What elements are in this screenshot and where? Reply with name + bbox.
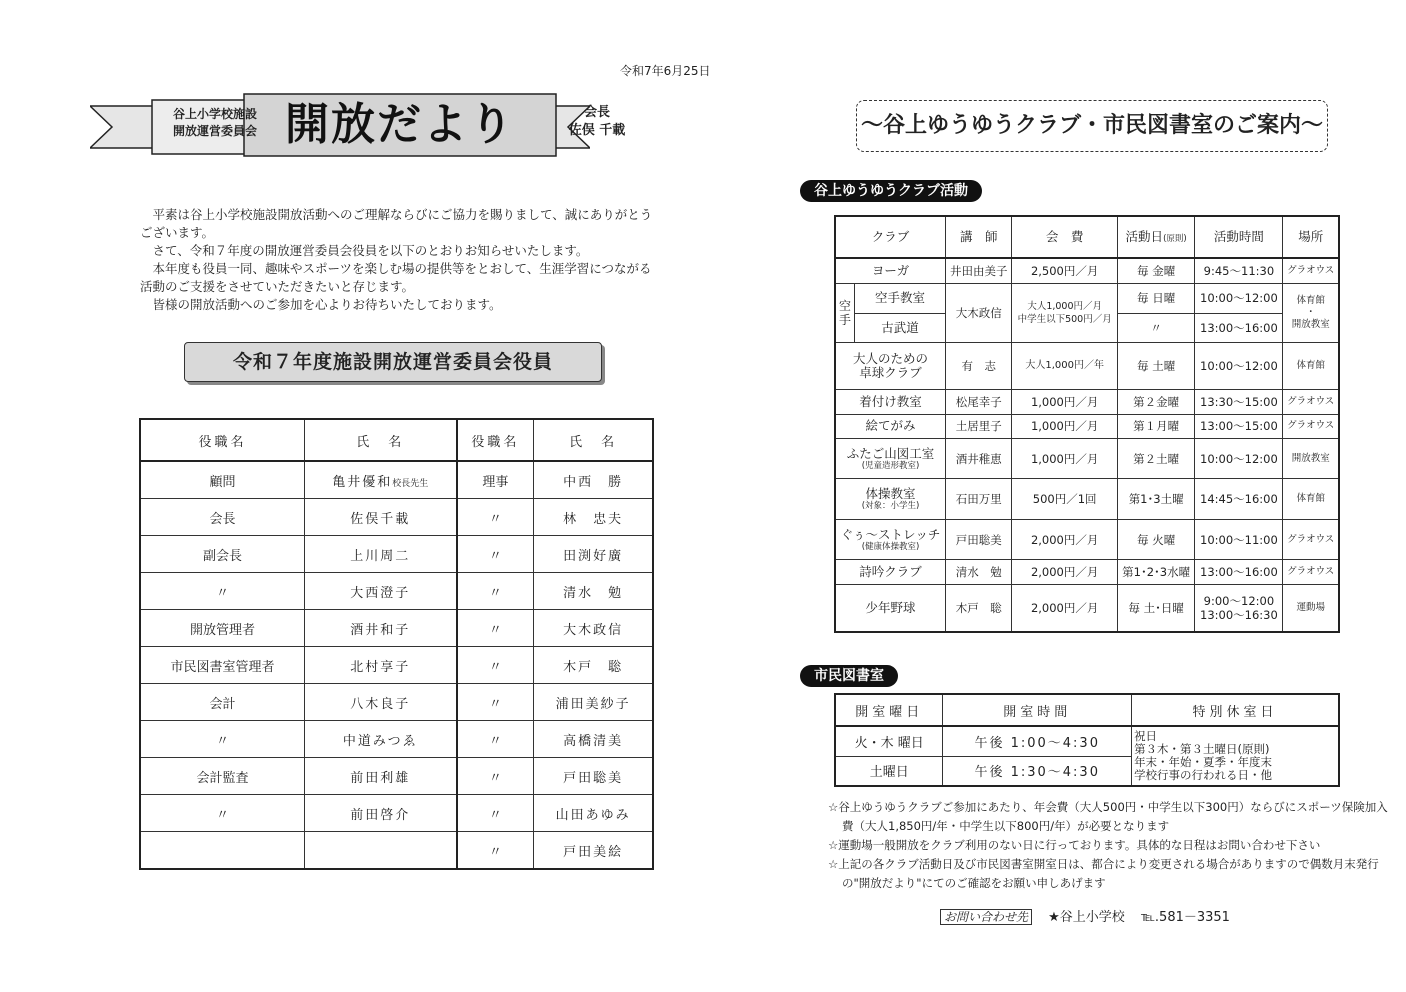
table-row xyxy=(140,499,653,536)
officer-role: 〃 xyxy=(457,647,534,684)
issue-date: 令和7年6月25日 xyxy=(620,64,711,78)
officer-role: 〃 xyxy=(457,573,534,610)
officer-role: 〃 xyxy=(140,573,304,610)
table-row xyxy=(140,758,653,795)
table-row: 火・木 曜日 午後 1:00～4:30 祝日 第３木・第３土曜日(原則) 年末・年始・夏季・年度末 学校行事の行われる日・他 xyxy=(835,726,1339,756)
table-row xyxy=(140,610,653,647)
officer-name: 大木政信 xyxy=(534,610,653,647)
column-header: 役職名 xyxy=(457,419,534,461)
karate-group-label: 空手 xyxy=(835,283,855,343)
column-header: 開室時間 xyxy=(943,694,1132,726)
officer-name: 中西 勝 xyxy=(534,461,653,499)
officer-role: 〃 xyxy=(457,536,534,573)
intro-text xyxy=(140,206,660,314)
library-hours-table xyxy=(834,693,1340,787)
officers-heading: 令和７年度施設開放運営委員会役員 xyxy=(184,342,602,382)
officers-table-body xyxy=(140,461,653,869)
officer-role: 〃 xyxy=(457,499,534,536)
column-header: 氏 名 xyxy=(304,419,456,461)
officer-role: 〃 xyxy=(457,610,534,647)
intro-paragraph: 平素は谷上小学校施設開放活動へのご理解ならびにご協力を賜りまして、誠にありがとうございます。 xyxy=(140,207,653,240)
table-row xyxy=(140,573,653,610)
note-item: ☆上記の各クラブ活動日及び市民図書室開室日は、都合により変更される場合がありますので偶数月末発行の"開放だより"にてのご確認をお願い申しあげます xyxy=(828,857,1379,890)
officer-role: 顧問 xyxy=(140,461,304,499)
table-row xyxy=(140,461,653,499)
officer-name xyxy=(304,832,456,870)
officer-role: 会計 xyxy=(140,684,304,721)
note-item: ☆谷上ゆうゆうクラブご参加にあたり、年会費（大人500円・中学生以下300円）ならびにスポーツ保険加入費（大人1,850円/年・中学生以下800円/年）が必要となります xyxy=(828,800,1388,833)
table-row: 体操教室 (対象：小学生) 石田万里 500円／1回 第1･3土曜 14:45～16:00 体育館 xyxy=(835,479,1339,519)
officer-role: 〃 xyxy=(457,721,534,758)
officer-name: 浦田美紗子 xyxy=(534,684,653,721)
officer-role: 理事 xyxy=(457,461,534,499)
column-header: 役職名 xyxy=(140,419,304,461)
officer-name: 木戸 聡 xyxy=(534,647,653,684)
phone-number: ℡.581－3351 xyxy=(1140,910,1230,925)
officer-name: 佐俣千載 xyxy=(304,499,456,536)
table-row: 空手 空手教室 大木政信 大人1,000円／月 中学生以下500円／月 毎 日曜 10:00～12:00 体育館 ・ 開放教室 xyxy=(835,283,1339,313)
officer-name: 前田利雄 xyxy=(304,758,456,795)
column-header: 活動日(原則) xyxy=(1117,216,1195,258)
officer-name: 大西澄子 xyxy=(304,573,456,610)
officer-role: 会長 xyxy=(140,499,304,536)
contact-info xyxy=(940,906,1230,925)
intro-paragraph: 皆様の開放活動へのご参加を心よりお待ちいたしております。 xyxy=(152,297,502,312)
table-row: 詩吟クラブ 清水 勉 2,000円／月 第1･2･3水曜 13:00～16:00 グラオウス xyxy=(835,560,1339,584)
officer-name: 酒井和子 xyxy=(304,610,456,647)
officer-role: 〃 xyxy=(140,795,304,832)
officer-role: 会計監査 xyxy=(140,758,304,795)
school-name: ★谷上小学校 xyxy=(1048,910,1125,925)
organizer-name: 谷上小学校施設 開放運営委員会 xyxy=(172,107,257,138)
officer-name: 戸田聡美 xyxy=(534,758,653,795)
club-section-label: 谷上ゆうゆうクラブ活動 xyxy=(800,180,982,202)
officer-name: 戸田美絵 xyxy=(534,832,653,870)
officer-role: 〃 xyxy=(457,684,534,721)
newsletter-banner xyxy=(90,92,626,162)
table-header-row xyxy=(140,419,653,461)
officer-role: 開放管理者 xyxy=(140,610,304,647)
special-closure-days: 祝日 第３木・第３土曜日(原則) 年末・年始・夏季・年度末 学校行事の行われる日・他 xyxy=(1132,726,1339,786)
officer-name: 上川周二 xyxy=(304,536,456,573)
note-item: ☆運動場一般開放をクラブ利用のない日に行っております。具体的な日程はお問い合わせ下さい xyxy=(828,838,1321,852)
table-header-row xyxy=(835,694,1339,726)
column-header: クラブ xyxy=(835,216,946,258)
column-header: 会 費 xyxy=(1012,216,1117,258)
officer-name: 北村享子 xyxy=(304,647,456,684)
officer-role: 〃 xyxy=(140,721,304,758)
officer-role: 〃 xyxy=(457,832,534,870)
table-row: 大人のための 卓球クラブ 有 志 大人1,000円／年 毎 土曜 10:00～12:00 体育館 xyxy=(835,343,1339,390)
table-row xyxy=(140,721,653,758)
column-header: 開室曜日 xyxy=(835,694,943,726)
table-row xyxy=(140,536,653,573)
table-row xyxy=(140,832,653,870)
table-row xyxy=(140,684,653,721)
guide-title: ～谷上ゆうゆうクラブ・市民図書室のご案内～ xyxy=(856,100,1328,152)
column-header: 活動時間 xyxy=(1195,216,1283,258)
intro-paragraph: 本年度も役員一同、趣味やスポーツを楽しむ場の提供等をとおして、生涯学習につながる活動のご支援をさせていただきたいと存じます。 xyxy=(140,261,652,294)
club-activities-table xyxy=(834,215,1340,633)
table-row xyxy=(140,795,653,832)
newsletter-title: 開放だより xyxy=(285,99,515,150)
table-row xyxy=(140,647,653,684)
column-header: 講 師 xyxy=(946,216,1012,258)
column-header: 特別休室日 xyxy=(1132,694,1339,726)
chairperson-name: 会長 佐俣 千載 xyxy=(568,105,626,138)
table-row: ふたご山図工室 (児童造形教室) 酒井稚恵 1,000円／月 第２土曜 10:00～12:00 開放教室 xyxy=(835,438,1339,478)
officer-name: 八木良子 xyxy=(304,684,456,721)
column-header: 氏 名 xyxy=(534,419,653,461)
officer-name: 山田あゆみ xyxy=(534,795,653,832)
contact-label: お問い合わせ先 xyxy=(940,909,1032,925)
officers-table xyxy=(139,418,654,870)
table-row: ぐぅ～ストレッチ (健康体操教室) 戸田聡美 2,000円／月 毎 火曜 10:00～11:00 グラオウス xyxy=(835,519,1339,559)
officer-role: 副会長 xyxy=(140,536,304,573)
officer-role: 〃 xyxy=(457,758,534,795)
table-header-row xyxy=(835,216,1339,258)
table-row: 着付け教室 松尾幸子 1,000円／月 第２金曜 13:30～15:00 グラオウス xyxy=(835,390,1339,414)
officer-name: 前田啓介 xyxy=(304,795,456,832)
table-row: 土曜日 午後 1:30～4:30 xyxy=(835,756,1339,786)
officer-name: 中道みつゑ xyxy=(304,721,456,758)
officer-name: 亀井優和校長先生 xyxy=(304,461,456,499)
notes-list xyxy=(828,798,1388,893)
intro-paragraph: さて、令和７年度の開放運営委員会役員を以下のとおりお知らせいたします。 xyxy=(152,243,589,258)
officer-name: 田渕好廣 xyxy=(534,536,653,573)
officer-role xyxy=(140,832,304,870)
table-row: ヨーガ 井田由美子 2,500円／月 毎 金曜 9:45～11:30 グラオウス xyxy=(835,258,1339,283)
table-row: 絵てがみ 土居里子 1,000円／月 第１月曜 13:00～15:00 グラオウス xyxy=(835,414,1339,438)
table-row: 少年野球 木戸 聡 2,000円／月 毎 土･日曜 9:00～12:00 13:00～16:30 運動場 xyxy=(835,584,1339,632)
officer-name: 高橋清美 xyxy=(534,721,653,758)
officer-role: 市民図書室管理者 xyxy=(140,647,304,684)
table-row: 古武道 〃 13:00～16:00 xyxy=(835,313,1339,343)
library-section-label: 市民図書室 xyxy=(800,665,898,687)
officer-role: 〃 xyxy=(457,795,534,832)
officer-name: 林 忠夫 xyxy=(534,499,653,536)
column-header: 場所 xyxy=(1283,216,1339,258)
officer-name: 清水 勉 xyxy=(534,573,653,610)
